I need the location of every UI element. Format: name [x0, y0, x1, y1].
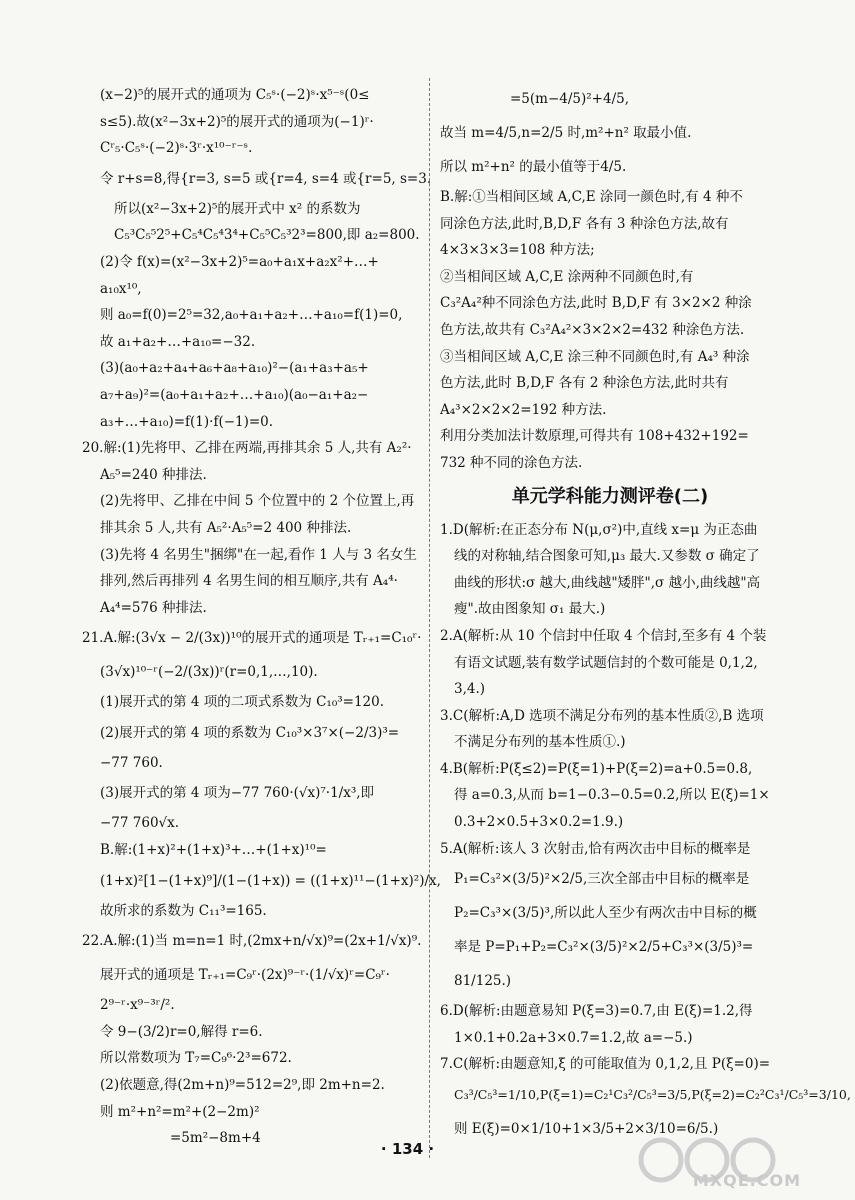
text-line: 得 a=0.3,从而 b=1−0.3−0.5=0.2,所以 E(ξ)=1×	[454, 787, 770, 804]
text-line: 则 a₀=f(0)=2⁵=32,a₀+a₁+a₂+…+a₁₀=f(1)=0,	[100, 307, 403, 324]
section-title: 单元学科能力测评卷(二)	[511, 485, 709, 507]
text-line: =5(m−4/5)²+4/5,	[510, 91, 630, 107]
text-line: 排列,然后再排列 4 名男生间的相互顺序,共有 A₄⁴·	[100, 573, 398, 590]
right-column	[440, 82, 851, 1146]
text-line: 故 a₁+a₂+…+a₁₀=−32.	[100, 333, 256, 350]
text-line: 21.A.解:(3√x − 2/(3x))¹⁰的展开式的通项是 Tᵣ₊₁=C₁₀ʳ·	[82, 630, 422, 647]
text-line: 令 r+s=8,得{r=3, s=5 或{r=4, s=4 或{r=5, s=3.	[100, 170, 432, 187]
text-line: P₂=C₃³×(3/5)³,所以此人至少有两次击中目标的概	[454, 905, 757, 922]
text-line: (3√x)¹⁰⁻ʳ(−2/(3x))ʳ(r=0,1,…,10).	[100, 664, 318, 681]
text-line: C₅³C₅⁵2⁵+C₅⁴C₅⁴3⁴+C₅⁵C₅³2³=800,即 a₂=800.	[114, 227, 420, 244]
text-line: 所以 m²+n² 的最小值等于4/5.	[440, 159, 627, 175]
text-line: 展开式的通项是 Tᵣ₊₁=C₉ʳ·(2x)⁹⁻ʳ·(1/√x)ʳ=C₉ʳ·	[100, 967, 390, 984]
text-line: −77 760.	[100, 754, 163, 771]
text-line: 排其余 5 人,共有 A₅²·A₅⁵=2 400 种排法.	[100, 519, 352, 536]
text-line: 曲线的形状:σ 越大,曲线越"矮胖",σ 越小,曲线越"高	[454, 574, 761, 591]
text-line: s≤5).故(x²−3x+2)⁵的展开式的通项为(−1)ʳ·	[100, 113, 374, 130]
text-line: 率是 P=P₁+P₂=C₃²×(3/5)²×2/5+C₃³×(3/5)³=	[454, 939, 754, 956]
text-line: 22.A.解:(1)当 m=n=1 时,(2mx+n/√x)⁹=(2x+1/√x)⁹.	[82, 933, 422, 950]
text-line: 2.A(解析:从 10 个信封中任取 4 个信封,至多有 4 个装	[440, 627, 767, 644]
text-line: 3,4.)	[454, 681, 486, 698]
text-line: ②当相间区域 A,C,E 涂两种不同颜色时,有	[440, 268, 694, 285]
text-line: 20.解:(1)先将甲、乙排在两端,再排其余 5 人,共有 A₂²·	[82, 440, 412, 457]
text-line: C₃³/C₅³=1/10,P(ξ=1)=C₂¹C₃²/C₅³=3/5,P(ξ=2)=C₂²C₃¹/C₅³=3/10,	[454, 1087, 851, 1103]
text-line: 6.D(解析:由题意易知 P(ξ=3)=0.7,由 E(ξ)=1.2,得	[440, 1003, 753, 1020]
text-line: ③当相间区域 A,C,E 涂三种不同颜色时,有 A₄³ 种涂	[440, 348, 750, 365]
text-line: =5m²−8m+4	[170, 1130, 261, 1147]
text-line: (1)展开式的第 4 项的二项式系数为 C₁₀³=120.	[100, 694, 385, 711]
text-line: 0.3+2×0.5+3×0.2=1.9.)	[454, 814, 624, 831]
text-line: C₃²A₄²种不同涂色方法,此时 B,D,F 有 3×2×2 种涂	[440, 295, 752, 312]
text-line: (1+x)²[1−(1+x)⁹]/(1−(1+x)) = ((1+x)¹¹−(1+x)²)/x,	[100, 872, 441, 889]
text-line: (3)(a₀+a₂+a₄+a₆+a₈+a₁₀)²−(a₁+a₃+a₅+	[100, 360, 369, 377]
text-line: B.解:(1+x)²+(1+x)³+…+(1+x)¹⁰=	[100, 842, 327, 859]
text-line: 色方法,此时 B,D,F 各有 2 种涂色方法,此时共有	[440, 375, 729, 392]
text-line: Cʳ₅·C₅ˢ·(−2)ˢ·3ʳ·x¹⁰⁻ʳ⁻ˢ.	[100, 140, 253, 157]
text-line: 2⁹⁻ʳ·x⁹⁻³ʳ/².	[100, 997, 175, 1014]
text-line: 令 9−(3/2)r=0,解得 r=6.	[100, 1023, 263, 1040]
text-line: 1×0.1+0.2a+3×0.7=1.2,故 a=−5.)	[454, 1029, 693, 1046]
text-line: A₄⁴=576 种排法.	[100, 599, 207, 616]
text-line: 1.D(解析:在正态分布 N(μ,σ²)中,直线 x=μ 为正态曲	[440, 521, 758, 538]
text-line: 4.B(解析:P(ξ≤2)=P(ξ=1)+P(ξ=2)=a+0.5=0.8,	[440, 760, 753, 777]
text-line: (2)依题意,得(2m+n)⁹=512=2⁹,即 2m+n=2.	[100, 1077, 385, 1094]
text-line: A₄³×2×2×2=192 种方法.	[440, 401, 607, 418]
text-line: 不满足分布列的基本性质①.)	[454, 734, 626, 751]
text-line: 色方法,故共有 C₃²A₄²×3×2×2=432 种涂色方法.	[440, 321, 745, 338]
text-line: 732 种不同的涂色方法.	[440, 454, 583, 471]
text-line: B.解:①当相间区域 A,C,E 涂同一颜色时,有 4 种不	[440, 189, 743, 205]
text-line: P₁=C₃²×(3/5)²×2/5,三次全部击中目标的概率是	[454, 871, 750, 888]
text-line: 81/125.)	[454, 973, 512, 990]
text-line: 有语文试题,装有数学试题信封的个数可能是 0,1,2,	[454, 654, 758, 671]
page-number: · 134 ·	[380, 1140, 435, 1158]
text-line: (x−2)⁵的展开式的通项为 C₅ˢ·(−2)ˢ·x⁵⁻ˢ(0≤	[100, 87, 370, 103]
text-line: a₇+a₉)²=(a₀+a₁+a₂+…+a₁₀)(a₀−a₁+a₂−	[100, 386, 369, 403]
text-line: (2)展开式的第 4 项的系数为 C₁₀³×3⁷×(−2/3)³=	[100, 724, 400, 741]
text-line: a₁₀x¹⁰,	[100, 280, 142, 297]
text-line: 同涂色方法,此时,B,D,F 各有 3 种涂色方法,故有	[440, 215, 729, 232]
text-line: 3.C(解析:A,D 选项不满足分布列的基本性质②,B 选项	[440, 707, 764, 724]
text-line: A₅⁵=240 种排法.	[100, 466, 207, 483]
text-line: 4×3×3×3=108 种方法;	[440, 242, 595, 259]
text-line: 所以(x²−3x+2)⁵的展开式中 x² 的系数为	[114, 200, 361, 217]
text-line: 所以常数项为 T₇=C₉⁶·2³=672.	[100, 1050, 292, 1067]
text-line: 则 E(ξ)=0×1/10+1×3/5+2×3/10=6/5.)	[454, 1121, 719, 1138]
text-line: 7.C(解析:由题意知,ξ 的可能取值为 0,1,2,且 P(ξ=0)=	[440, 1056, 771, 1073]
text-line: 5.A(解析:该人 3 次射击,恰有两次击中目标的概率是	[440, 840, 751, 857]
text-line: 瘦".故由图象知 σ₁ 最大.)	[454, 601, 606, 618]
text-line: 故所求的系数为 C₁₁³=165.	[100, 902, 267, 919]
watermark-text: MXQE.COM	[692, 1171, 801, 1190]
text-line: (2)先将甲、乙排在中间 5 个位置中的 2 个位置上,再	[100, 493, 415, 510]
text-line: 则 m²+n²=m²+(2−2m)²	[100, 1103, 260, 1120]
text-line: a₃+…+a₁₀)=f(1)·f(−1)=0.	[100, 413, 274, 430]
text-line: (3)先将 4 名男生"捆绑"在一起,看作 1 人与 3 名女生	[100, 546, 417, 563]
text-line: (2)令 f(x)=(x²−3x+2)⁵=a₀+a₁x+a₂x²+…+	[100, 253, 379, 270]
text-line: 线的对称轴,结合图象可知,μ₃ 最大.又参数 σ 确定了	[454, 548, 760, 565]
text-line: 利用分类加法计数原理,可得共有 108+432+192=	[440, 428, 749, 445]
text-line: −77 760√x.	[100, 815, 180, 832]
text-line: (3)展开式的第 4 项为−77 760·(√x)⁷·1/x³,即	[100, 785, 375, 802]
text-line: 故当 m=4/5,n=2/5 时,m²+n² 取最小值.	[440, 125, 692, 141]
